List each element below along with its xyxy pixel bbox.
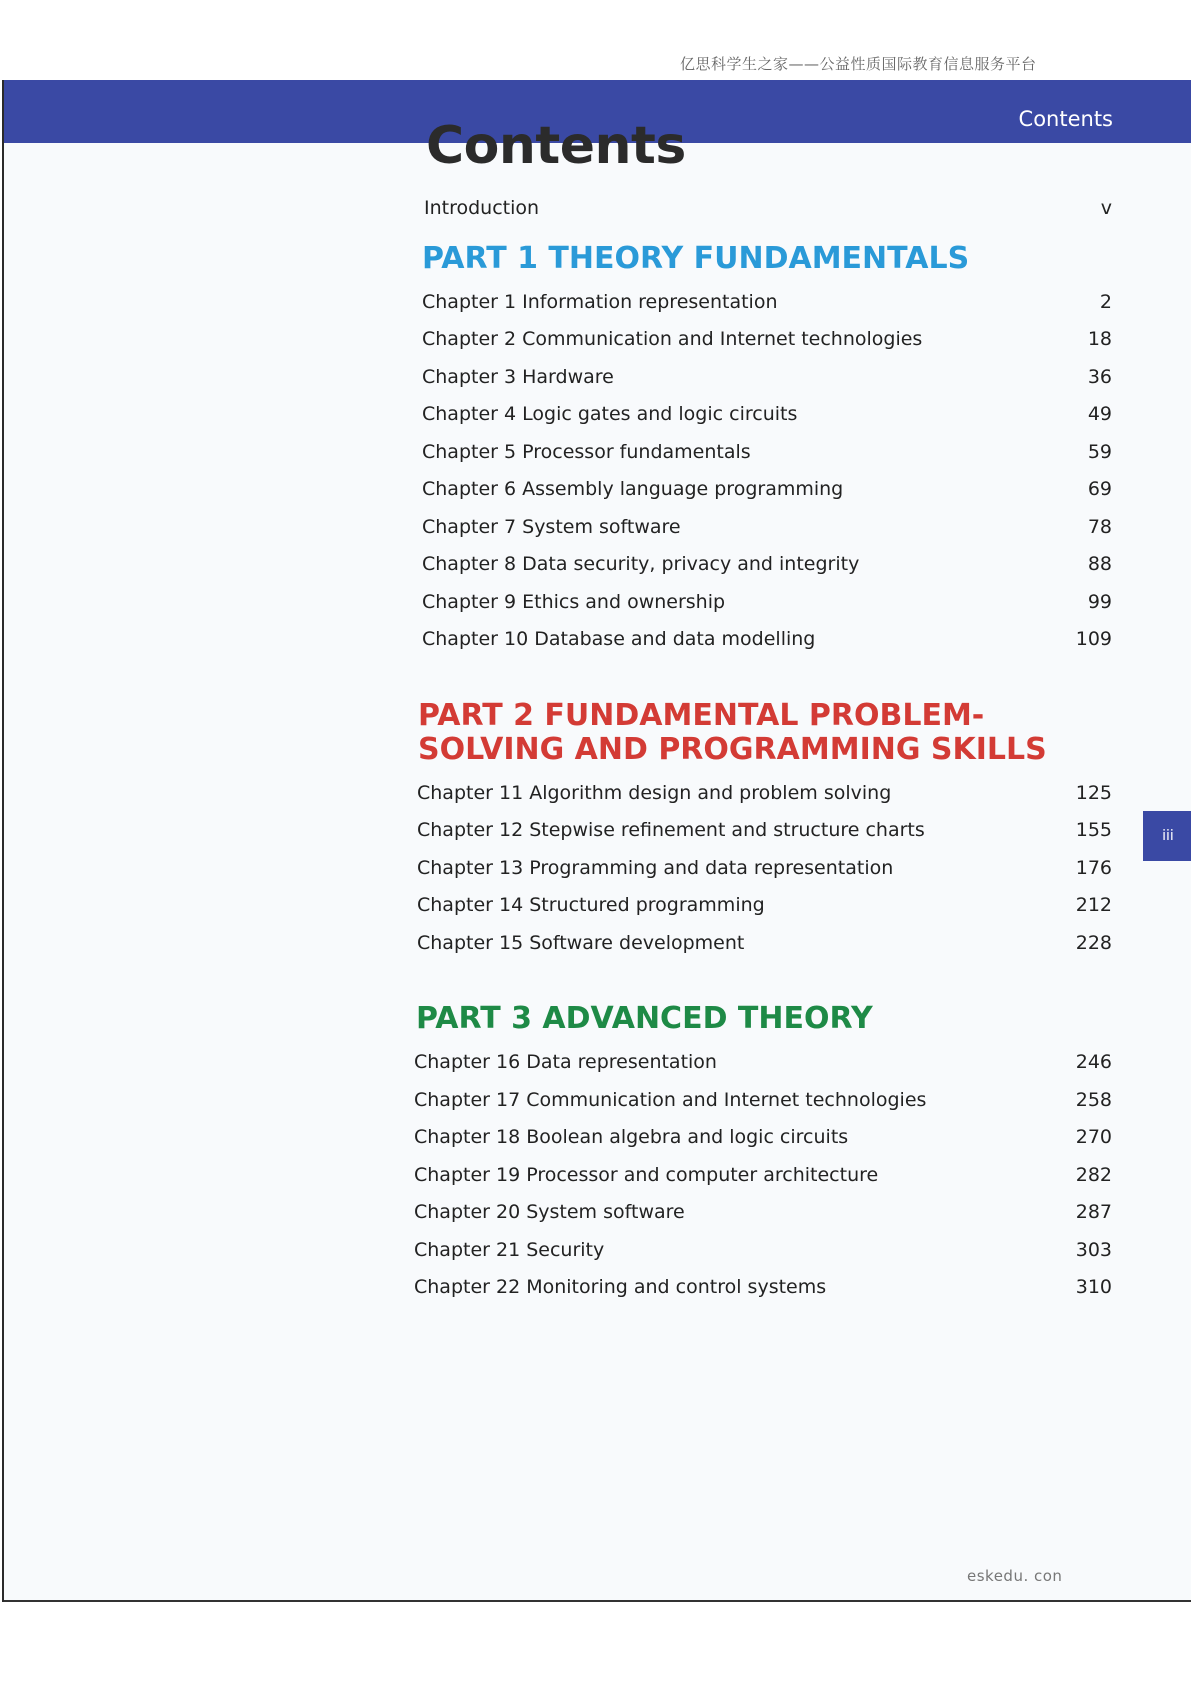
toc-entry-page: 228 — [1075, 931, 1112, 954]
toc-entry-title: Chapter 6 Assembly language programming — [422, 478, 844, 500]
toc-entry-introduction[interactable] — [424, 190, 1112, 228]
toc-entry-chapter-9[interactable] — [422, 584, 1112, 622]
toc-entry-page: 36 — [1087, 365, 1112, 388]
page-number-tab — [1143, 811, 1191, 861]
toc-entry-page: 109 — [1075, 628, 1112, 650]
toc-entry-chapter-19[interactable] — [414, 1157, 1112, 1195]
toc-entry-title: Chapter 21 Security — [414, 1238, 605, 1261]
toc-entry-title: Chapter 9 Ethics and ownership — [422, 590, 726, 613]
toc-entry-page: 18 — [1087, 328, 1112, 350]
toc-entry-chapter-3[interactable] — [422, 359, 1112, 397]
toc-entry-page: 176 — [1075, 856, 1112, 879]
watermark-bottom: eskedu. con — [967, 1567, 1063, 1585]
toc-entry-title: Chapter 13 Programming and data representation — [417, 856, 894, 879]
toc-entry-title: Chapter 18 Boolean algebra and logic circuits — [414, 1126, 849, 1148]
part-2-heading-line-1: PART 2 FUNDAMENTAL PROBLEM- — [418, 697, 985, 733]
toc-entry-title: Chapter 16 Data representation — [414, 1051, 717, 1073]
page-bottom-edge — [4, 1600, 1191, 1602]
toc-entry-title: Chapter 8 Data security, privacy and integrity — [422, 553, 860, 575]
toc-entry-page: 212 — [1075, 894, 1112, 916]
toc-entry-chapter-5[interactable] — [422, 434, 1112, 472]
toc-entry-title: Chapter 7 System software — [422, 515, 681, 538]
toc-entry-chapter-11[interactable] — [417, 775, 1112, 813]
part-3-heading: PART 3 ADVANCED THEORY — [416, 1001, 873, 1036]
toc-entry-title: Chapter 4 Logic gates and logic circuits — [422, 403, 798, 425]
toc-entry-page: v — [1100, 197, 1112, 219]
toc-entry-title: Chapter 22 Monitoring and control systems — [414, 1276, 827, 1298]
toc-entry-title: Chapter 20 System software — [414, 1201, 685, 1223]
toc-entry-chapter-15[interactable] — [417, 925, 1112, 963]
toc-entry-page: 69 — [1087, 478, 1112, 500]
toc-entry-chapter-22[interactable] — [414, 1269, 1112, 1307]
toc-entry-title: Chapter 12 Stepwise refinement and structure charts — [417, 819, 925, 841]
toc-entry-chapter-13[interactable] — [417, 850, 1112, 888]
toc-entry-page: 155 — [1075, 819, 1112, 841]
toc-entry-page: 303 — [1075, 1238, 1112, 1261]
part-1-heading: PART 1 THEORY FUNDAMENTALS — [422, 240, 970, 276]
page-title: Contents — [426, 116, 686, 176]
toc-entry-page: 2 — [1099, 290, 1112, 313]
toc-entry-page: 49 — [1087, 403, 1112, 425]
toc-entry-title: Chapter 14 Structured programming — [417, 894, 765, 916]
toc-entry-chapter-21[interactable] — [414, 1232, 1112, 1270]
toc-entry-title: Chapter 19 Processor and computer architecture — [414, 1163, 879, 1186]
toc-entry-chapter-6[interactable] — [422, 471, 1112, 509]
toc-entry-title: Chapter 1 Information representation — [422, 290, 778, 313]
toc-entry-chapter-20[interactable] — [414, 1194, 1112, 1232]
running-title: Contents — [1018, 107, 1113, 131]
toc-entry-page: 78 — [1087, 515, 1112, 538]
toc-entry-chapter-1[interactable] — [422, 284, 1112, 322]
toc-entry-page: 59 — [1087, 440, 1112, 463]
toc-entry-title: Chapter 5 Processor fundamentals — [422, 440, 751, 463]
toc-entry-chapter-2[interactable] — [422, 321, 1112, 359]
toc-entry-chapter-10[interactable] — [422, 621, 1112, 659]
toc-entry-page: 282 — [1075, 1163, 1112, 1186]
toc-entry-chapter-4[interactable] — [422, 396, 1112, 434]
toc-entry-chapter-12[interactable] — [417, 812, 1112, 850]
toc-entry-page: 246 — [1075, 1051, 1112, 1073]
toc-entry-page: 258 — [1075, 1088, 1112, 1111]
toc-entry-page: 88 — [1087, 553, 1112, 575]
toc-entry-chapter-16[interactable] — [414, 1044, 1112, 1082]
toc-entry-chapter-8[interactable] — [422, 546, 1112, 584]
toc-entry-chapter-17[interactable] — [414, 1082, 1112, 1120]
toc-entry-title: Chapter 2 Communication and Internet technologies — [422, 328, 923, 350]
toc-entry-page: 287 — [1075, 1201, 1112, 1223]
toc-entry-chapter-7[interactable] — [422, 509, 1112, 547]
toc-entry-page: 125 — [1075, 781, 1112, 804]
toc-entry-page: 270 — [1075, 1126, 1112, 1148]
toc-entry-title: Chapter 11 Algorithm design and problem solving — [417, 781, 892, 804]
toc-entry-chapter-14[interactable] — [417, 887, 1112, 925]
table-of-contents — [412, 116, 1112, 1307]
toc-entry-title: Chapter 15 Software development — [417, 931, 745, 954]
toc-entry-page: 99 — [1087, 590, 1112, 613]
toc-entry-title: Chapter 10 Database and data modelling — [422, 628, 816, 650]
toc-entry-chapter-18[interactable] — [414, 1119, 1112, 1157]
toc-entry-title: Chapter 3 Hardware — [422, 365, 614, 388]
page-number: iii — [1162, 828, 1174, 844]
watermark-top: 亿思科学生之家——公益性质国际教育信息服务平台 — [680, 55, 1037, 73]
part-2-heading-line-2: SOLVING AND PROGRAMMING SKILLS — [418, 731, 1047, 767]
toc-entry-title: Chapter 17 Communication and Internet technologies — [414, 1088, 927, 1111]
toc-entry-page: 310 — [1075, 1276, 1112, 1298]
part-2-heading — [418, 699, 1112, 767]
toc-entry-title: Introduction — [424, 197, 540, 219]
